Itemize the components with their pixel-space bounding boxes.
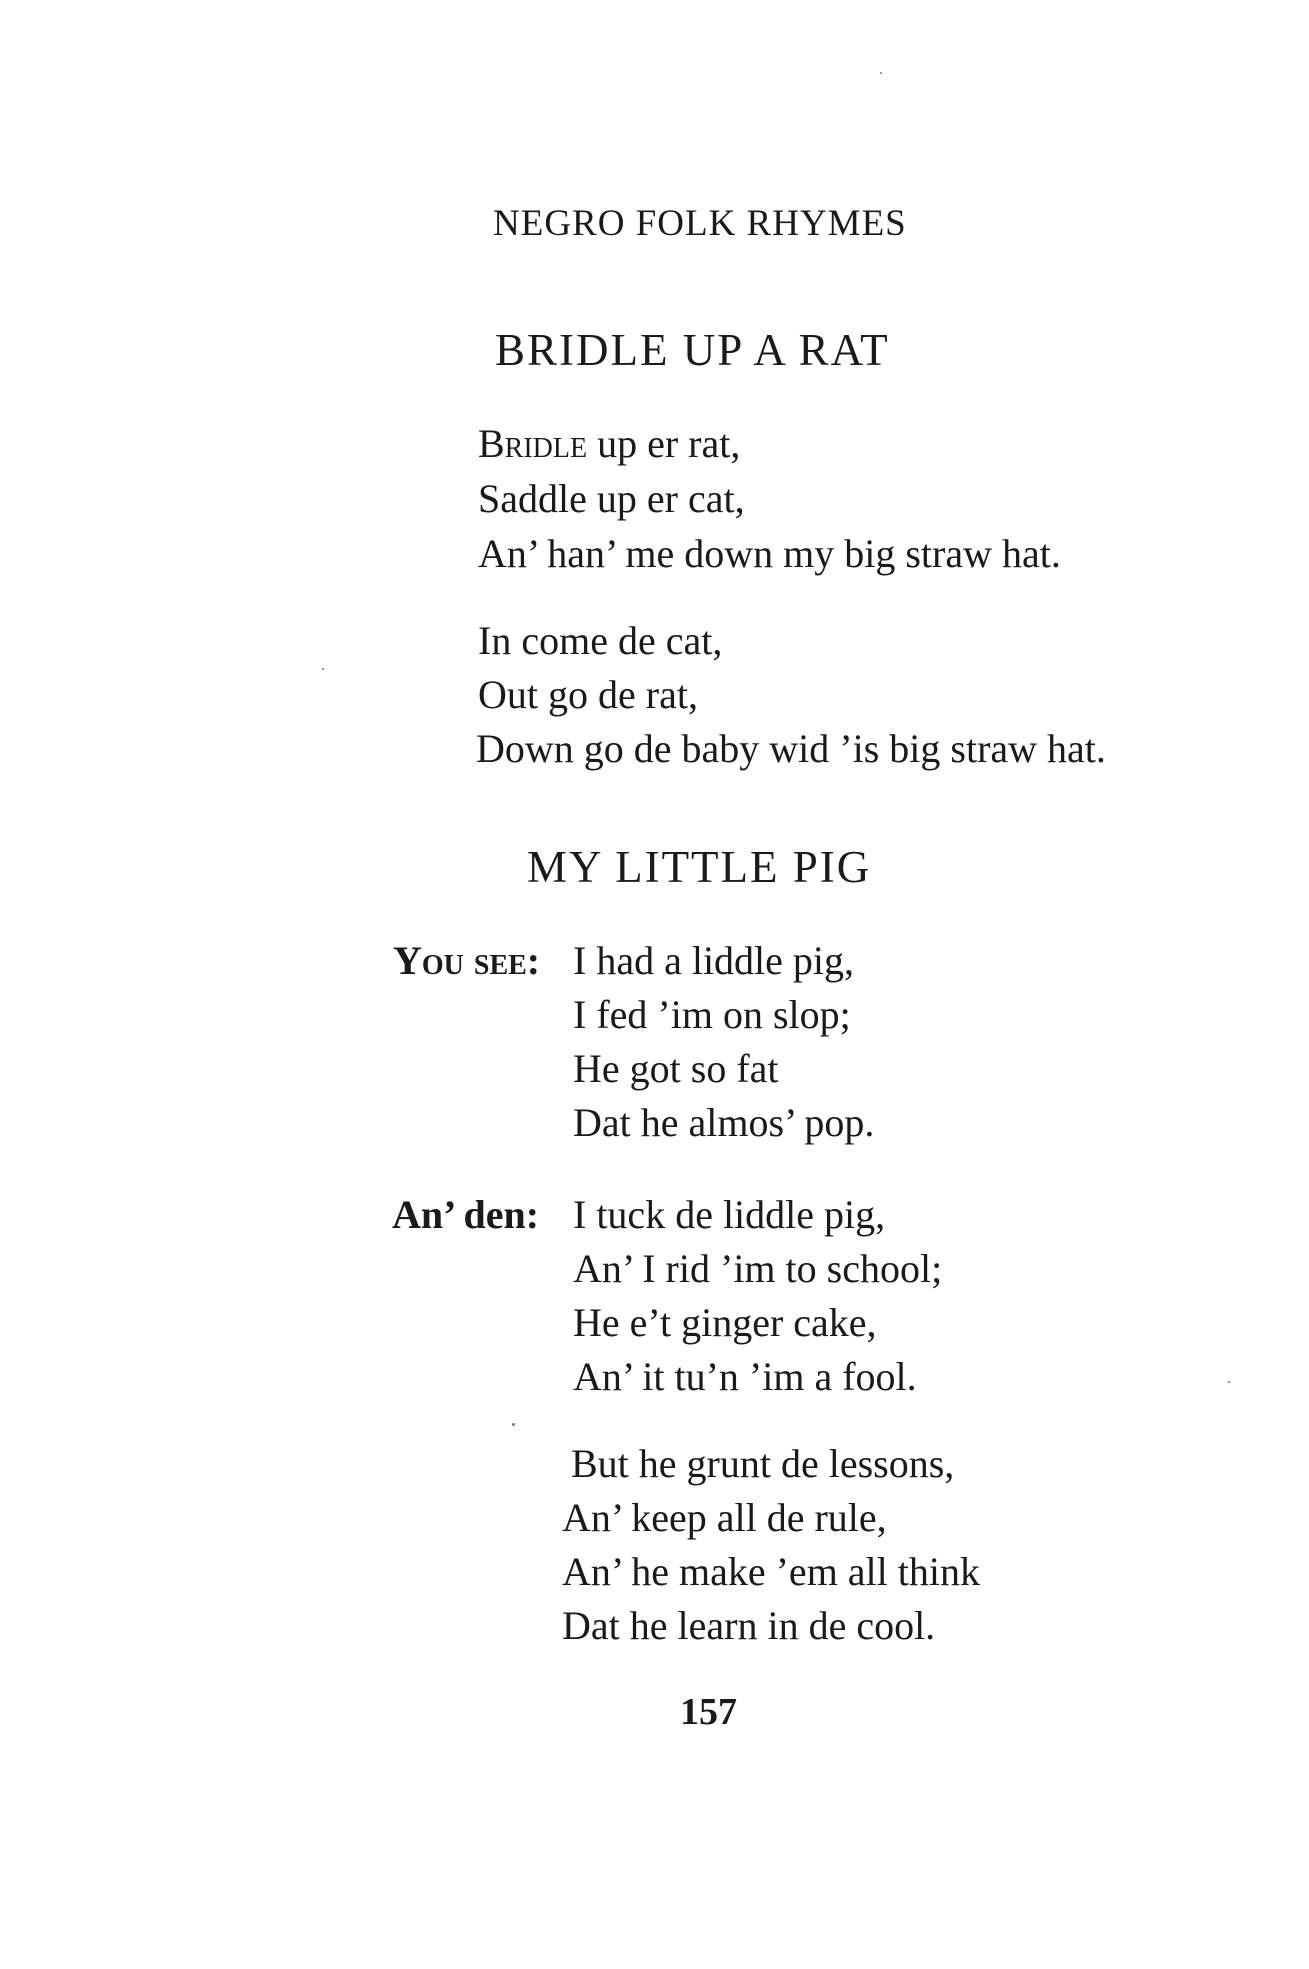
verse-line-rest: up er rat, [587, 421, 741, 466]
verse-line [478, 421, 741, 466]
verse-line: Saddle up er cat, [478, 476, 745, 521]
verse-line: An’ keep all de rule, [562, 1495, 887, 1540]
verse-line: He e’t ginger cake, [573, 1300, 877, 1345]
verse-line: An’ he make ’em all think [562, 1549, 981, 1594]
page-number: 157 [680, 1691, 737, 1733]
poem-title: MY LITTLE PIG [527, 842, 872, 892]
verse-line: I fed ’im on slop; [573, 992, 851, 1037]
scan-speck [880, 72, 882, 74]
running-head: NEGRO FOLK RHYMES [493, 203, 907, 244]
scan-speck [1228, 1381, 1230, 1383]
verse-line: But he grunt de lessons, [571, 1441, 955, 1486]
scan-speck [322, 668, 324, 670]
verse-line: In come de cat, [478, 618, 723, 663]
verse-line: Dat he almos’ pop. [573, 1100, 875, 1145]
stanza-label-text: You see: [393, 938, 541, 983]
verse-line: An’ it tu’n ’im a fool. [573, 1354, 917, 1399]
verse-line: Dat he learn in de cool. [562, 1603, 936, 1648]
stanza-label [393, 938, 541, 983]
verse-line: Down go de baby wid ’is big straw hat. [476, 726, 1106, 771]
verse-line: An’ han’ me down my big straw hat. [478, 531, 1061, 576]
scan-speck [512, 1423, 515, 1426]
verse-line: I had a liddle pig, [573, 938, 855, 983]
verse-line-lead: Bridle [478, 421, 588, 466]
stanza-label: An’ den: [392, 1192, 540, 1237]
poem-title: BRIDLE UP A RAT [495, 325, 890, 375]
verse-line: He got so fat [573, 1046, 779, 1091]
verse-line: An’ I rid ’im to school; [573, 1246, 943, 1291]
verse-line: I tuck de liddle pig, [573, 1192, 886, 1237]
verse-line: Out go de rat, [478, 672, 698, 717]
